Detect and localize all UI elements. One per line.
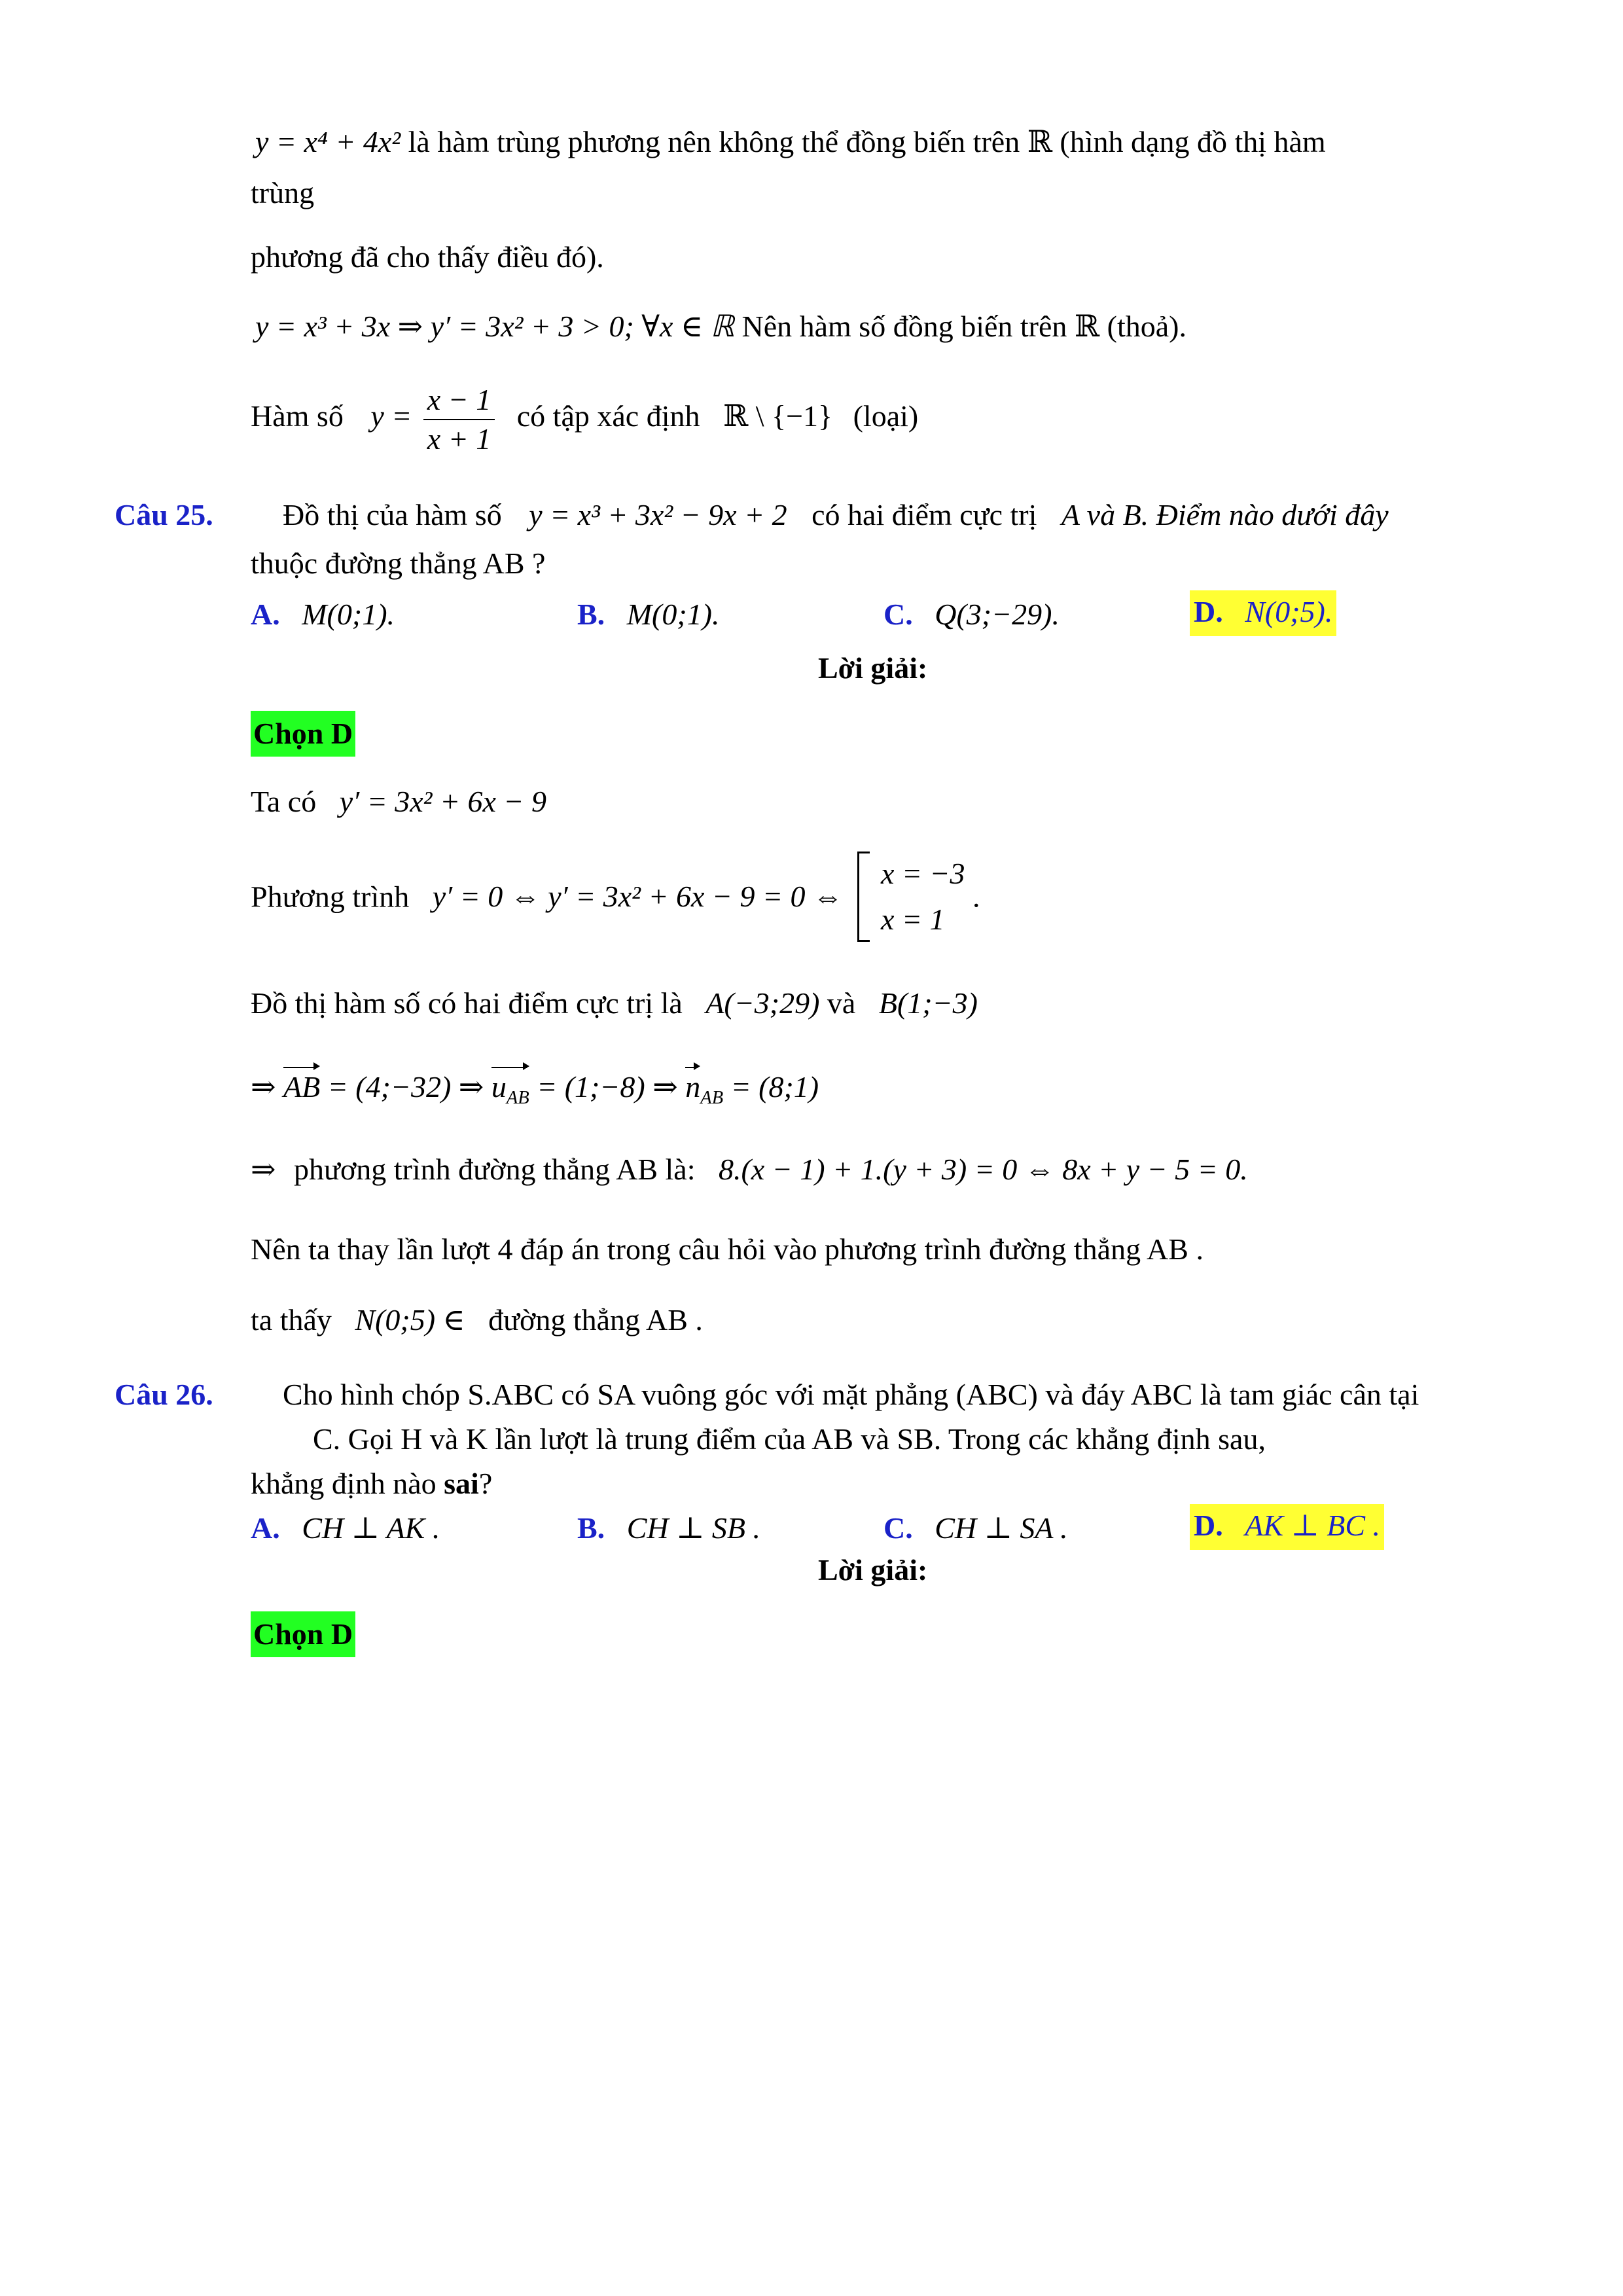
fraction [423, 381, 495, 457]
denominator: x + 1 [427, 422, 491, 456]
intro-line-2: trùng [251, 176, 315, 209]
part-a: = (4;−32) ⇒ [327, 1070, 484, 1103]
mid: có tập xác định [516, 399, 700, 433]
part-b: = (1;−8) ⇒ [537, 1070, 678, 1103]
intro-line-4 [255, 308, 1186, 346]
vector-u [491, 1068, 529, 1110]
vector-n [685, 1068, 700, 1106]
option-d[interactable] [1190, 590, 1336, 636]
option-b[interactable] [577, 1509, 760, 1547]
question-26-text-3 [251, 1465, 492, 1503]
and: và [827, 986, 856, 1020]
intro-line-1 [255, 123, 1326, 161]
option-label: B. [577, 598, 605, 631]
question-25-label: Câu 25. [115, 498, 213, 531]
system-bracket [857, 852, 870, 942]
option-a[interactable] [251, 596, 395, 634]
question-26-text-1: Cho hình chóp S.ABC có SA vuông góc với mặt phẳng (ABC) và đáy ABC là tam giác cân tại [283, 1378, 1419, 1411]
solution-step-6: Nên ta thay lần lượt 4 đáp án trong câu hỏi vào phương trình đường thẳng AB . [251, 1232, 1204, 1266]
solution-step-3 [251, 984, 978, 1022]
solution-title-26: Lời giải: [818, 1553, 928, 1587]
u-letter: u [491, 1070, 507, 1103]
suffix: đường thẳng AB . [488, 1303, 703, 1336]
set: ℝ \ {−1} [723, 399, 833, 433]
option-value: M(0;1). [302, 598, 395, 631]
option-c[interactable] [883, 596, 1060, 634]
option-value: AK ⊥ BC . [1245, 1509, 1381, 1542]
intro-line-3: phương đã cho thấy điều đó). [251, 240, 604, 274]
formula: y = x³ + 3x² − 9x + 2 [529, 498, 787, 531]
prefix: Hàm số [251, 399, 344, 433]
option-label: D. [1194, 1509, 1223, 1542]
option-value: CH ⊥ SB . [626, 1511, 760, 1545]
chosen-answer-25: Chọn D [251, 711, 355, 757]
numerator: x − 1 [423, 381, 495, 420]
formula: y′ = 3x² + 6x − 9 [339, 785, 546, 818]
solution-step-7 [251, 1301, 703, 1339]
question-25-text-2: thuộc đường thẳng AB ? [251, 547, 546, 580]
roots [881, 851, 965, 942]
formula: 8.(x − 1) + 1.(y + 3) = 0 ⇔ 8x + y − 5 = 0. [718, 1153, 1248, 1186]
option-label: B. [577, 1511, 605, 1545]
option-value: N(0;5). [1245, 595, 1333, 628]
text: Nên hàm số đồng biến trên ℝ (thoả). [741, 310, 1186, 343]
option-label: C. [883, 1511, 913, 1545]
question-26-text-2: C. Gọi H và K lần lượt là trung điểm của AB và SB. Trong các khẳng định sau, [313, 1422, 1266, 1456]
implies: ⇒ [251, 1153, 284, 1186]
y-equals: y = [370, 399, 412, 433]
text: Đồ thị hàm số có hai điểm cực trị là [251, 986, 683, 1020]
chosen-answer-26: Chọn D [251, 1611, 355, 1657]
solution-title-25: Lời giải: [818, 651, 928, 685]
option-label: C. [883, 598, 913, 631]
u-sub: AB [506, 1088, 529, 1109]
text-b: có hai điểm cực trị [812, 498, 1037, 531]
point-a: A(−3;29) [705, 986, 820, 1020]
n-sub: AB [700, 1088, 724, 1109]
option-value: CH ⊥ AK . [302, 1511, 440, 1545]
text-c: ? [478, 1467, 493, 1500]
text: phương trình đường thẳng AB là: [294, 1153, 696, 1186]
option-d[interactable] [1190, 1504, 1384, 1550]
text-c: A và B. Điểm nào dưới đây [1061, 498, 1389, 531]
solution-step-2 [251, 851, 980, 942]
formula: y = x⁴ + 4x² [255, 125, 401, 158]
text-bold: sai [444, 1467, 479, 1500]
implies: ⇒ [251, 1070, 284, 1103]
part-c: = (8;1) [730, 1070, 819, 1103]
solution-step-1 [251, 783, 546, 821]
intro-line-5 [251, 381, 918, 457]
option-value: M(0;1). [626, 598, 720, 631]
solution-step-4 [251, 1068, 819, 1110]
option-value: Q(3;−29). [935, 598, 1060, 631]
prefix: Ta có [251, 785, 317, 818]
text: là hàm trùng phương nên không thể đồng biến trên ℝ (hình dạng đồ thị hàm [408, 125, 1326, 158]
option-label: D. [1194, 595, 1223, 628]
solution-step-5 [251, 1151, 1248, 1189]
end: (loại) [853, 399, 919, 433]
text-a: khẳng định nào [251, 1467, 444, 1500]
prefix: Phương trình [251, 880, 410, 914]
option-value: CH ⊥ SA . [935, 1511, 1068, 1545]
question-26-label: Câu 26. [115, 1378, 213, 1411]
formula: y = x³ + 3x ⇒ y′ = 3x² + 3 > 0; ∀x ∈ ℝ [255, 310, 734, 343]
option-label: A. [251, 1511, 280, 1545]
option-c[interactable] [883, 1509, 1068, 1547]
option-label: A. [251, 598, 280, 631]
root-2: x = 1 [881, 903, 945, 936]
vector-ab: AB [283, 1068, 320, 1106]
formula: N(0;5) ∈ [355, 1303, 465, 1336]
question-25-text-1 [283, 496, 1389, 534]
text-a: Đồ thị của hàm số [283, 498, 502, 531]
formula: y′ = 0 ⇔ y′ = 3x² + 6x − 9 = 0 ⇔ [432, 880, 844, 914]
point-b: B(1;−3) [878, 986, 978, 1020]
prefix: ta thấy [251, 1303, 332, 1336]
option-b[interactable] [577, 596, 719, 634]
root-1: x = −3 [881, 857, 965, 890]
option-a[interactable] [251, 1509, 440, 1547]
period: . [972, 880, 980, 914]
n-letter: n [685, 1070, 701, 1103]
